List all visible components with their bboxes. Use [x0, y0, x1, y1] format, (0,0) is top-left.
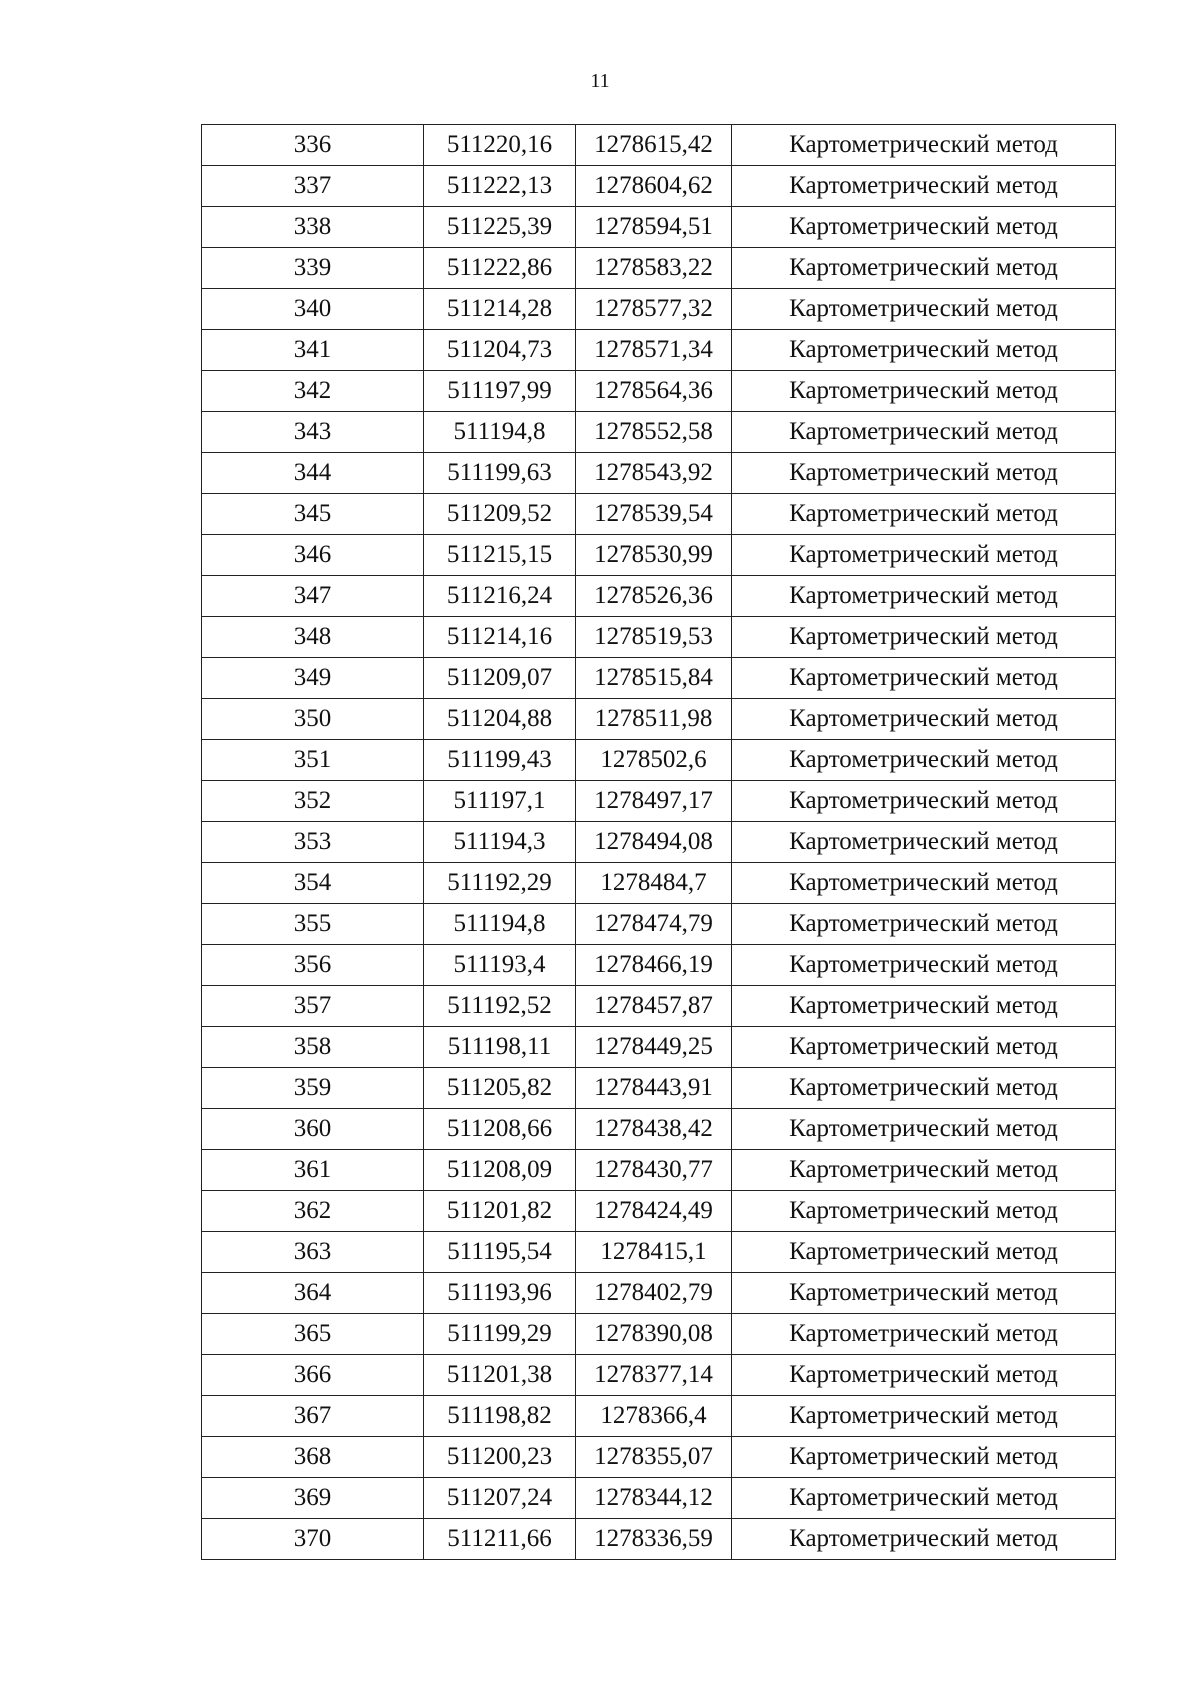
x-coordinate-cell: 511201,38 [424, 1355, 576, 1396]
point-number-cell: 338 [202, 207, 424, 248]
x-coordinate-cell: 511214,28 [424, 289, 576, 330]
table-row [202, 1437, 1116, 1478]
table-row [202, 1191, 1116, 1232]
y-coordinate-cell: 1278604,62 [576, 166, 732, 207]
table-row [202, 945, 1116, 986]
y-coordinate-cell: 1278377,14 [576, 1355, 732, 1396]
table-row [202, 1027, 1116, 1068]
point-number-cell: 348 [202, 617, 424, 658]
x-coordinate-cell: 511200,23 [424, 1437, 576, 1478]
point-number-cell: 340 [202, 289, 424, 330]
method-cell: Картометрический метод [732, 494, 1116, 535]
method-cell: Картометрический метод [732, 904, 1116, 945]
y-coordinate-cell: 1278390,08 [576, 1314, 732, 1355]
page-number: 11 [590, 70, 610, 92]
method-cell: Картометрический метод [732, 822, 1116, 863]
method-cell: Картометрический метод [732, 1396, 1116, 1437]
table-row [202, 371, 1116, 412]
method-cell: Картометрический метод [732, 1150, 1116, 1191]
x-coordinate-cell: 511199,43 [424, 740, 576, 781]
table-row [202, 1068, 1116, 1109]
table-row [202, 699, 1116, 740]
y-coordinate-cell: 1278497,17 [576, 781, 732, 822]
method-cell: Картометрический метод [732, 617, 1116, 658]
y-coordinate-cell: 1278502,6 [576, 740, 732, 781]
coordinates-table [201, 124, 1116, 1560]
y-coordinate-cell: 1278530,99 [576, 535, 732, 576]
point-number-cell: 344 [202, 453, 424, 494]
y-coordinate-cell: 1278571,34 [576, 330, 732, 371]
point-number-cell: 363 [202, 1232, 424, 1273]
table-row [202, 658, 1116, 699]
point-number-cell: 347 [202, 576, 424, 617]
x-coordinate-cell: 511207,24 [424, 1478, 576, 1519]
point-number-cell: 350 [202, 699, 424, 740]
method-cell: Картометрический метод [732, 1355, 1116, 1396]
point-number-cell: 339 [202, 248, 424, 289]
table-row [202, 1109, 1116, 1150]
method-cell: Картометрический метод [732, 1478, 1116, 1519]
y-coordinate-cell: 1278430,77 [576, 1150, 732, 1191]
x-coordinate-cell: 511199,63 [424, 453, 576, 494]
y-coordinate-cell: 1278583,22 [576, 248, 732, 289]
point-number-cell: 353 [202, 822, 424, 863]
method-cell: Картометрический метод [732, 248, 1116, 289]
x-coordinate-cell: 511192,29 [424, 863, 576, 904]
point-number-cell: 366 [202, 1355, 424, 1396]
coordinates-table-body [202, 125, 1116, 1560]
y-coordinate-cell: 1278355,07 [576, 1437, 732, 1478]
y-coordinate-cell: 1278577,32 [576, 289, 732, 330]
table-row [202, 986, 1116, 1027]
x-coordinate-cell: 511216,24 [424, 576, 576, 617]
method-cell: Картометрический метод [732, 740, 1116, 781]
table-row [202, 535, 1116, 576]
x-coordinate-cell: 511197,1 [424, 781, 576, 822]
point-number-cell: 356 [202, 945, 424, 986]
table-row [202, 740, 1116, 781]
y-coordinate-cell: 1278438,42 [576, 1109, 732, 1150]
method-cell: Картометрический метод [732, 1191, 1116, 1232]
table-row [202, 617, 1116, 658]
point-number-cell: 364 [202, 1273, 424, 1314]
point-number-cell: 355 [202, 904, 424, 945]
x-coordinate-cell: 511201,82 [424, 1191, 576, 1232]
x-coordinate-cell: 511194,3 [424, 822, 576, 863]
method-cell: Картометрический метод [732, 781, 1116, 822]
y-coordinate-cell: 1278466,19 [576, 945, 732, 986]
method-cell: Картометрический метод [732, 1314, 1116, 1355]
y-coordinate-cell: 1278474,79 [576, 904, 732, 945]
table-row [202, 576, 1116, 617]
table-row [202, 125, 1116, 166]
point-number-cell: 346 [202, 535, 424, 576]
point-number-cell: 341 [202, 330, 424, 371]
method-cell: Картометрический метод [732, 1437, 1116, 1478]
y-coordinate-cell: 1278526,36 [576, 576, 732, 617]
table-row [202, 453, 1116, 494]
y-coordinate-cell: 1278484,7 [576, 863, 732, 904]
table-row [202, 1314, 1116, 1355]
point-number-cell: 336 [202, 125, 424, 166]
x-coordinate-cell: 511192,52 [424, 986, 576, 1027]
point-number-cell: 351 [202, 740, 424, 781]
point-number-cell: 343 [202, 412, 424, 453]
x-coordinate-cell: 511215,15 [424, 535, 576, 576]
x-coordinate-cell: 511214,16 [424, 617, 576, 658]
x-coordinate-cell: 511204,73 [424, 330, 576, 371]
point-number-cell: 349 [202, 658, 424, 699]
point-number-cell: 352 [202, 781, 424, 822]
x-coordinate-cell: 511195,54 [424, 1232, 576, 1273]
method-cell: Картометрический метод [732, 576, 1116, 617]
point-number-cell: 354 [202, 863, 424, 904]
point-number-cell: 357 [202, 986, 424, 1027]
method-cell: Картометрический метод [732, 330, 1116, 371]
method-cell: Картометрический метод [732, 412, 1116, 453]
point-number-cell: 358 [202, 1027, 424, 1068]
table-row [202, 1273, 1116, 1314]
table-row [202, 781, 1116, 822]
table-row [202, 1232, 1116, 1273]
y-coordinate-cell: 1278543,92 [576, 453, 732, 494]
method-cell: Картометрический метод [732, 453, 1116, 494]
x-coordinate-cell: 511205,82 [424, 1068, 576, 1109]
method-cell: Картометрический метод [732, 1027, 1116, 1068]
x-coordinate-cell: 511222,86 [424, 248, 576, 289]
table-row [202, 166, 1116, 207]
method-cell: Картометрический метод [732, 1109, 1116, 1150]
y-coordinate-cell: 1278457,87 [576, 986, 732, 1027]
method-cell: Картометрический метод [732, 166, 1116, 207]
y-coordinate-cell: 1278519,53 [576, 617, 732, 658]
y-coordinate-cell: 1278402,79 [576, 1273, 732, 1314]
table-row [202, 1519, 1116, 1560]
table-row [202, 248, 1116, 289]
method-cell: Картометрический метод [732, 863, 1116, 904]
y-coordinate-cell: 1278443,91 [576, 1068, 732, 1109]
x-coordinate-cell: 511225,39 [424, 207, 576, 248]
point-number-cell: 362 [202, 1191, 424, 1232]
table-row [202, 289, 1116, 330]
x-coordinate-cell: 511194,8 [424, 904, 576, 945]
table-row [202, 494, 1116, 535]
x-coordinate-cell: 511222,13 [424, 166, 576, 207]
table-row [202, 863, 1116, 904]
point-number-cell: 369 [202, 1478, 424, 1519]
y-coordinate-cell: 1278424,49 [576, 1191, 732, 1232]
method-cell: Картометрический метод [732, 535, 1116, 576]
y-coordinate-cell: 1278511,98 [576, 699, 732, 740]
y-coordinate-cell: 1278494,08 [576, 822, 732, 863]
point-number-cell: 345 [202, 494, 424, 535]
method-cell: Картометрический метод [732, 207, 1116, 248]
x-coordinate-cell: 511204,88 [424, 699, 576, 740]
y-coordinate-cell: 1278515,84 [576, 658, 732, 699]
method-cell: Картометрический метод [732, 1273, 1116, 1314]
method-cell: Картометрический метод [732, 371, 1116, 412]
method-cell: Картометрический метод [732, 945, 1116, 986]
method-cell: Картометрический метод [732, 986, 1116, 1027]
y-coordinate-cell: 1278615,42 [576, 125, 732, 166]
y-coordinate-cell: 1278564,36 [576, 371, 732, 412]
x-coordinate-cell: 511193,96 [424, 1273, 576, 1314]
table-row [202, 412, 1116, 453]
y-coordinate-cell: 1278539,54 [576, 494, 732, 535]
table-row [202, 330, 1116, 371]
method-cell: Картометрический метод [732, 289, 1116, 330]
table-row [202, 904, 1116, 945]
method-cell: Картометрический метод [732, 699, 1116, 740]
y-coordinate-cell: 1278594,51 [576, 207, 732, 248]
table-row [202, 1150, 1116, 1191]
method-cell: Картометрический метод [732, 125, 1116, 166]
table-row [202, 207, 1116, 248]
x-coordinate-cell: 511209,52 [424, 494, 576, 535]
y-coordinate-cell: 1278449,25 [576, 1027, 732, 1068]
y-coordinate-cell: 1278552,58 [576, 412, 732, 453]
y-coordinate-cell: 1278336,59 [576, 1519, 732, 1560]
x-coordinate-cell: 511208,09 [424, 1150, 576, 1191]
table-row [202, 1478, 1116, 1519]
method-cell: Картометрический метод [732, 1519, 1116, 1560]
method-cell: Картометрический метод [732, 1068, 1116, 1109]
table-row [202, 1396, 1116, 1437]
x-coordinate-cell: 511220,16 [424, 125, 576, 166]
table-row [202, 822, 1116, 863]
x-coordinate-cell: 511194,8 [424, 412, 576, 453]
table-row [202, 1355, 1116, 1396]
x-coordinate-cell: 511199,29 [424, 1314, 576, 1355]
x-coordinate-cell: 511208,66 [424, 1109, 576, 1150]
x-coordinate-cell: 511193,4 [424, 945, 576, 986]
x-coordinate-cell: 511211,66 [424, 1519, 576, 1560]
point-number-cell: 337 [202, 166, 424, 207]
method-cell: Картометрический метод [732, 658, 1116, 699]
point-number-cell: 360 [202, 1109, 424, 1150]
point-number-cell: 367 [202, 1396, 424, 1437]
method-cell: Картометрический метод [732, 1232, 1116, 1273]
x-coordinate-cell: 511198,82 [424, 1396, 576, 1437]
y-coordinate-cell: 1278344,12 [576, 1478, 732, 1519]
x-coordinate-cell: 511198,11 [424, 1027, 576, 1068]
y-coordinate-cell: 1278415,1 [576, 1232, 732, 1273]
y-coordinate-cell: 1278366,4 [576, 1396, 732, 1437]
x-coordinate-cell: 511209,07 [424, 658, 576, 699]
x-coordinate-cell: 511197,99 [424, 371, 576, 412]
point-number-cell: 361 [202, 1150, 424, 1191]
point-number-cell: 342 [202, 371, 424, 412]
point-number-cell: 359 [202, 1068, 424, 1109]
point-number-cell: 370 [202, 1519, 424, 1560]
point-number-cell: 365 [202, 1314, 424, 1355]
point-number-cell: 368 [202, 1437, 424, 1478]
